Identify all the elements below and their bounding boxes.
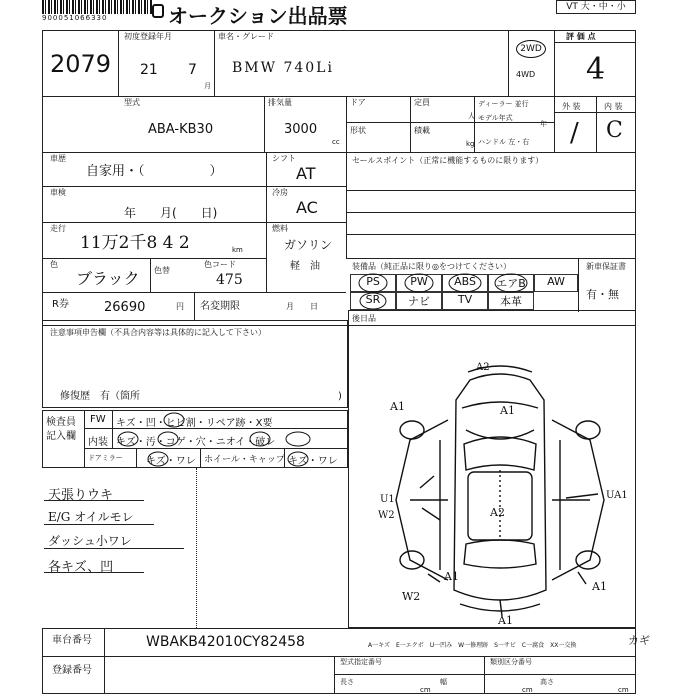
equip-airbag: エアB (488, 274, 534, 292)
shift-label: シフト (272, 154, 296, 163)
equip-tv: TV (442, 292, 488, 310)
registration-no-label: 登録番号 (52, 665, 92, 676)
exterior-label: 外 装 (562, 102, 581, 111)
equipment-label: 装備品（純正品に限り◎をつけてください） (352, 262, 511, 271)
page-title: オークション出品票 (168, 4, 348, 28)
mileage-unit: km (232, 246, 243, 254)
mark-a1-left-top: A1 (390, 400, 405, 413)
rear-seat-label: 後日品 (352, 314, 376, 323)
inspector-row1: キズ・凹・ヒビ割・リペア跡・X要 (116, 418, 273, 429)
recycle-unit: 円 (176, 302, 184, 311)
color-code-label: 色替 (154, 266, 170, 275)
mark-a1-hood: A1 (500, 404, 515, 417)
color-value: ブラック (76, 269, 140, 288)
handwritten-note-4: 各キズ、凹 (48, 560, 114, 575)
load-unit: kg (466, 140, 475, 148)
selling-points-label: セールスポイント（正常に機能するものに限ります） (352, 156, 544, 165)
vin-note: カギ (628, 634, 650, 647)
inspector-row3c: キズ・ワレ (288, 456, 338, 467)
registration-month-unit: 月 (204, 82, 211, 90)
equip-navi: ナビ (396, 292, 442, 310)
displacement-unit: cc (332, 138, 340, 146)
barcode-number: 900051066330 (42, 14, 108, 22)
equip-aw: AW (534, 274, 578, 292)
mark-ua1-right: UA1 (606, 490, 628, 501)
fuel-value: ガソリン (284, 238, 333, 252)
mark-u1-left: U1 (380, 494, 395, 505)
displacement-label: 排気量 (268, 98, 292, 107)
mileage-label: 走行 (50, 224, 66, 233)
vin-value: WBAKB42010CY82458 (146, 634, 305, 650)
load-label: 積載 (414, 126, 430, 135)
repair-label: 修復歴 有（箇所 (60, 391, 140, 402)
notices-label: 注意事項申告欄（不具合内容等は具体的に記入して下さい） (50, 328, 266, 337)
fuel-label: 燃料 (272, 224, 288, 233)
logo-icon (152, 4, 164, 18)
handle-label: ハンドル 左・右 (478, 138, 530, 146)
inspector-row3b: ホイール・キャップ (204, 455, 285, 465)
inspection-label: 車検 (50, 188, 66, 197)
inspector-row2: キズ・汚・コゲ・穴・ニオイ・破レ (116, 437, 276, 448)
interior-label: 内 装 (604, 102, 623, 111)
mark-a2-roof: A2 (490, 506, 505, 519)
color-code-value: 475 (216, 272, 243, 288)
capacity-unit: 人 (468, 112, 475, 120)
registration-month: 7 (188, 62, 197, 78)
aircon-value: AC (296, 198, 318, 217)
score-label: 評 価 点 (566, 32, 596, 41)
handwritten-note-1: 天張りウキ (48, 488, 114, 503)
mark-a1-rear-right: A1 (592, 580, 607, 593)
car-name-label: 車名・グレード (218, 32, 274, 41)
dealer-label: ディーラー 並行 (478, 100, 529, 108)
shape-label: 形状 (350, 126, 366, 135)
equip-sr: SR (350, 292, 396, 310)
equip-abs: ABS (442, 274, 488, 292)
registration-year: 21 (140, 62, 158, 78)
inspector-label2: 記入欄 (46, 431, 76, 442)
equip-leather: 本革 (488, 292, 534, 310)
equip-ps: PS (350, 274, 396, 292)
recycle-label: R券 (52, 299, 69, 310)
inspector-row3-tag: ドアミラー (88, 454, 123, 462)
size-chips: VT 大・中・小 (556, 0, 636, 14)
mark-w2-left: W2 (378, 510, 395, 521)
drive-4wd: 4WD (516, 70, 536, 79)
mark-a1-left-rear: A1 (444, 570, 459, 583)
vin-label: 車台番号 (52, 635, 92, 646)
warranty-value: 有・無 (586, 288, 619, 301)
mark-a1-bottom: A1 (498, 614, 513, 627)
interior-value: C (606, 118, 623, 143)
equipment-circles (350, 272, 550, 312)
inspector-label1: 検査員 (46, 417, 76, 428)
equip-pw: PW (396, 274, 442, 292)
lot-number: 2079 (50, 50, 112, 78)
model-year-label: モデル年式 (478, 114, 513, 122)
exterior-value: / (570, 118, 579, 148)
door-label: ドア (350, 98, 366, 107)
height-unit: cm (618, 686, 629, 694)
class-label: 類別区分番号 (490, 658, 532, 666)
usage-value: 自家用・（ ） (86, 164, 223, 179)
color-label: 色 (50, 260, 58, 269)
width-unit: cm (522, 686, 533, 694)
mileage-value: 11万2千8 4 2 (80, 233, 190, 253)
usage-label: 車歴 (50, 154, 66, 163)
model-value: ABA-KB30 (148, 122, 214, 137)
recycle-value: 26690 (104, 300, 146, 315)
mark-w2-rear: W2 (402, 590, 421, 603)
model-label: 型式 (124, 98, 140, 107)
inspector-circles (112, 410, 352, 470)
width-label: 幅 (440, 678, 447, 686)
inspector-row1-tag: FW (90, 414, 106, 425)
name-change-label: 名変期限 (200, 301, 240, 312)
shift-value: AT (296, 164, 316, 183)
mark-a2-top: A2 (476, 362, 490, 373)
capacity-label: 定員 (414, 98, 430, 107)
registration-label: 初度登録年月 (124, 32, 172, 41)
inspection-value: 年 月( 日) (124, 206, 218, 220)
length-label: 長さ (340, 678, 354, 686)
drive-2wd: 2WD (516, 40, 546, 58)
repair-close: ) (338, 391, 342, 402)
length-unit: cm (420, 686, 431, 694)
aircon-label: 冷房 (272, 188, 288, 197)
displacement-value: 3000 (284, 122, 318, 137)
inspector-row2-tag: 内装 (88, 437, 108, 448)
official-model-label: 型式指定番号 (340, 658, 382, 666)
car-name-value: BMW 740Li (232, 60, 334, 76)
model-year-unit: 年 (540, 120, 547, 128)
handwritten-note-3: ダッシュ小ワレ (48, 534, 132, 548)
warranty-label: 新車保証書 (586, 262, 626, 271)
inspector-row3a: キズ・ワレ (146, 456, 196, 467)
handwritten-note-2: E/G オイルモレ (48, 510, 134, 524)
fuel-alt: 軽 油 (290, 261, 320, 272)
score-value: 4 (586, 52, 606, 87)
barcode (42, 0, 152, 14)
damage-legend: A一キズ E一エクボ U一凹み W一修理跡 S一サビ C一腐食 XX一交換 (368, 642, 577, 649)
height-label: 高さ (540, 678, 554, 686)
color-code-label2: 色コード (204, 260, 236, 269)
name-change-value: 月 日 (286, 302, 318, 311)
